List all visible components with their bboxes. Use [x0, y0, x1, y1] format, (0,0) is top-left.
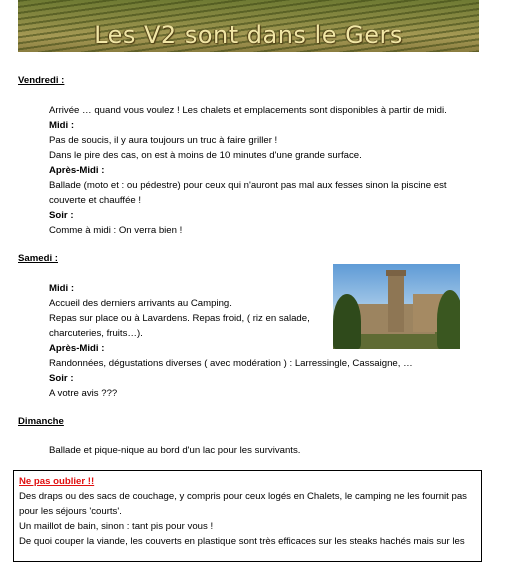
reminder-title: Ne pas oublier !! — [19, 476, 95, 487]
samedi-midi-line-2: Repas sur place ou à Lavardens. Repas froid, ( riz en salade, — [49, 313, 310, 324]
samedi-apres-midi-line-1: Randonnées, dégustations diverses ( avec modération ) : Larressingle, Cassaigne, … — [49, 358, 413, 369]
samedi-heading: Samedi : — [18, 253, 58, 264]
vendredi-midi-label: Midi : — [49, 120, 75, 131]
dimanche-heading: Dimanche — [18, 416, 64, 427]
dimanche-line-1: Ballade et pique-nique au bord d'un lac pour les survivants. — [49, 445, 301, 456]
banner-title: Les V2 sont dans le Gers — [94, 21, 403, 49]
vendredi-apres-midi-line-2: couverte et chauffée ! — [49, 195, 142, 206]
reminder-line-2: pour les séjours 'courts'. — [19, 506, 122, 517]
samedi-midi-line-3: charcuteries, fruits…). — [49, 328, 143, 339]
vendredi-soir-line-1: Comme à midi : On verra bien ! — [49, 225, 183, 236]
samedi-soir-label: Soir : — [49, 373, 74, 384]
samedi-midi-label: Midi : — [49, 283, 75, 294]
reminder-box — [13, 470, 482, 562]
vendredi-apres-midi-line-1: Ballade (moto et : ou pédestre) pour ceux qui n'auront pas mal aux fesses sinon la piscine est — [49, 180, 447, 191]
samedi-apres-midi-label: Après-Midi : — [49, 343, 105, 354]
vendredi-apres-midi-label: Après-Midi : — [49, 165, 105, 176]
reminder-line-3: Un maillot de bain, sinon : tant pis pour vous ! — [19, 521, 214, 532]
vendredi-soir-label: Soir : — [49, 210, 74, 221]
samedi-midi-line-1: Accueil des derniers arrivants au Camping. — [49, 298, 232, 309]
vendredi-midi-line-2: Dans le pire des cas, on est à moins de 10 minutes d'une grande surface. — [49, 150, 362, 161]
castle-photo — [333, 264, 460, 349]
reminder-line-1: Des draps ou des sacs de couchage, y compris pour ceux logés en Chalets, le camping ne les fournit pas — [19, 491, 467, 502]
vendredi-arrival: Arrivée … quand vous voulez ! Les chalets et emplacements sont disponibles à partir de midi. — [49, 105, 447, 116]
header-banner — [18, 0, 479, 52]
reminder-line-4: De quoi couper la viande, les couverts en plastique sont très efficaces sur les steaks hachés mais sur les — [19, 536, 465, 547]
vendredi-midi-line-1: Pas de soucis, il y aura toujours un truc à faire griller ! — [49, 135, 278, 146]
vendredi-heading: Vendredi : — [18, 75, 65, 86]
samedi-soir-line-1: A votre avis ??? — [49, 388, 118, 399]
